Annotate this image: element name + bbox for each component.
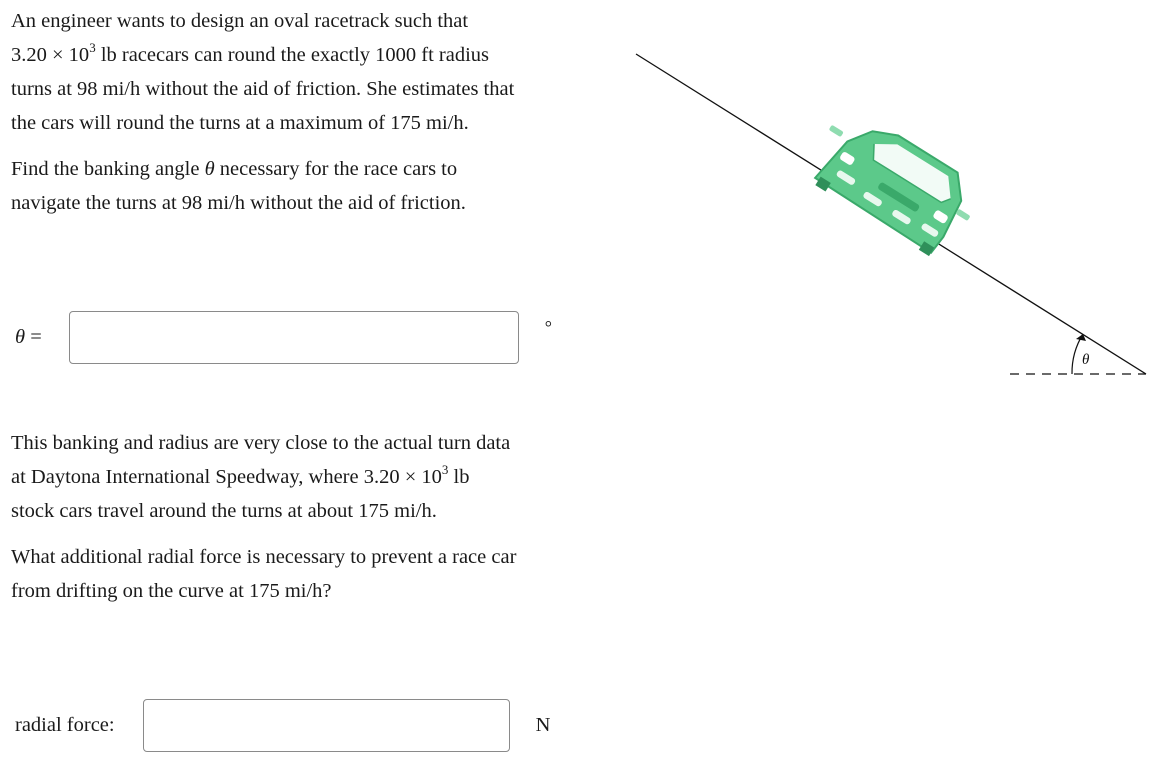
angle-answer-input[interactable] — [69, 311, 519, 364]
context-mass-coefficient: 3.20 × 10 — [363, 466, 442, 488]
intro-line-4: the cars will round the turns at a maximum of 175 mi/h. — [11, 112, 469, 134]
force-answer-input[interactable] — [143, 699, 510, 752]
newton-unit: N — [535, 713, 551, 736]
intro-mass-exponent: 3 — [89, 40, 96, 56]
problem-intro — [11, 4, 571, 140]
angle-label: θ — [1082, 352, 1090, 368]
part2-line-2: from drifting on the curve at 175 mi/h? — [11, 580, 332, 602]
intro-line-1: An engineer wants to design an oval racetrack such that — [11, 10, 469, 32]
answer-row-force — [15, 698, 550, 752]
part1-suffix: necessary for the race cars to — [214, 158, 458, 180]
daytona-context — [11, 426, 571, 528]
answer-row-angle — [15, 310, 552, 364]
intro-line-2-rest: lb racecars can round the exactly 1000 ft radius — [95, 44, 490, 66]
part2-line-1: What additional radial force is necessary to prevent a race car — [11, 546, 517, 568]
part1-prefix: Find the banking angle — [11, 158, 205, 180]
angle-answer-label: θ = — [15, 325, 42, 348]
context-mass-exponent: 3 — [441, 462, 449, 478]
intro-line-3: turns at 98 mi/h without the aid of friction. She estimates that — [11, 78, 515, 100]
context-line-2-prefix: at Daytona International Speedway, where — [11, 466, 364, 488]
context-line-2-suffix: lb — [448, 466, 470, 488]
context-line-3: stock cars travel around the turns at about 175 mi/h. — [11, 500, 437, 522]
part1-line-2: navigate the turns at 98 mi/h without the aid of friction. — [11, 192, 466, 214]
intro-mass-coefficient: 3.20 × 10 — [11, 44, 90, 66]
context-line-1: This banking and radius are very close to the actual turn data — [11, 432, 511, 454]
degree-unit: ° — [544, 316, 552, 337]
race-car — [800, 103, 986, 264]
theta-symbol: θ — [204, 158, 215, 180]
part2-text — [11, 426, 571, 608]
force-answer-label: radial force: — [15, 713, 115, 736]
problem-text — [11, 4, 571, 220]
part1-question — [11, 152, 571, 220]
banked-track-figure — [620, 40, 1160, 390]
part2-question — [11, 540, 571, 608]
